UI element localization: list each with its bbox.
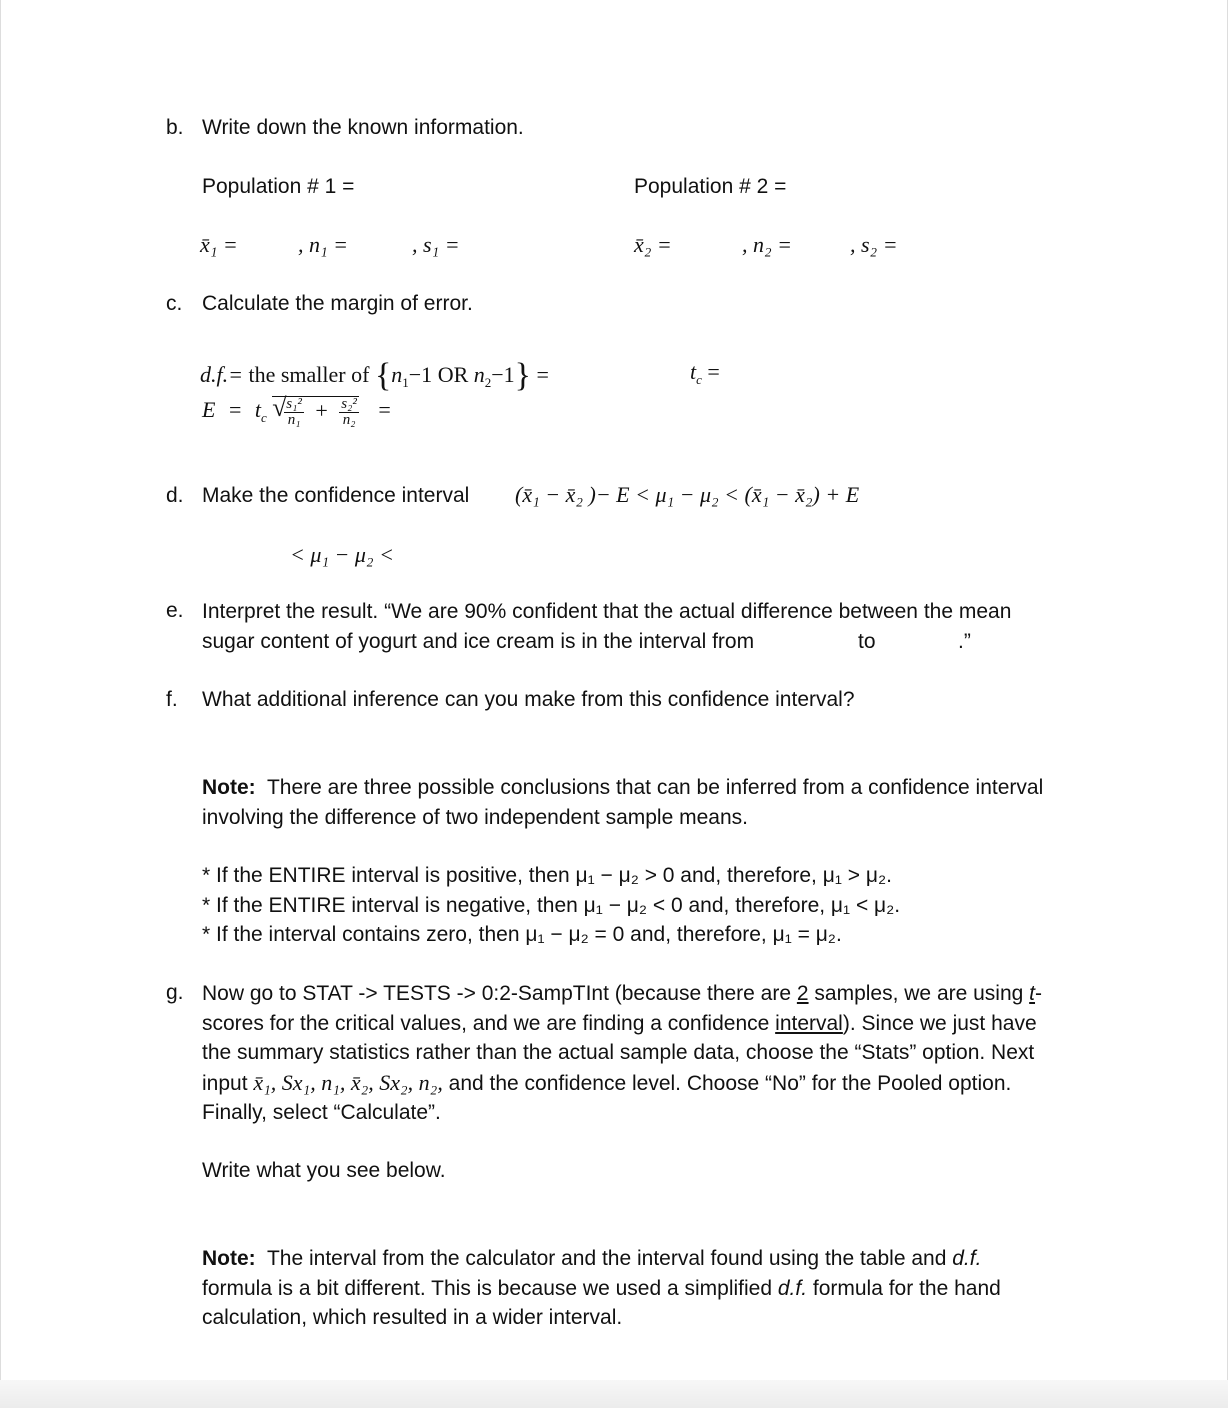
conclusion-positive: * If the ENTIRE interval is positive, then μ₁ − μ₂ > 0 and, therefore, μ₁ > μ₂. xyxy=(202,864,892,887)
s2-field: , s₂ = xyxy=(850,232,898,257)
g-l2-underline: interval xyxy=(775,1011,843,1035)
x2-bar-field: x̄₂ = xyxy=(634,232,672,257)
blank-interval: < μ₁ − μ₂ < xyxy=(290,542,394,567)
e-equals: = xyxy=(228,397,242,423)
g-l2-b: ). Since we just have xyxy=(842,1011,1037,1035)
n2-field: , n₂ = xyxy=(742,232,792,257)
g-l1-b: samples, we are using xyxy=(808,982,1030,1005)
e-result-equals: = xyxy=(378,397,391,423)
g-line-5: Finally, select “Calculate”. xyxy=(202,1101,441,1124)
g-note-l2-df: d.f. xyxy=(777,1276,808,1300)
df-text: the smaller of xyxy=(248,362,370,387)
e-line-2-end: .” xyxy=(958,629,971,653)
df-minus-1a: −1 xyxy=(408,362,433,387)
frac1-numerator: s₁² xyxy=(286,396,302,412)
e-line-1: Interpret the result. “We are 90% confident that the actual difference between the mean xyxy=(202,600,1012,623)
g-l4-a: input xyxy=(202,1071,254,1095)
f-note-line-2: involving the difference of two independent sample means. xyxy=(202,805,748,829)
df-minus-1b: −1 xyxy=(491,362,515,387)
g-note-line-3: calculation, which resulted in a wider interval. xyxy=(202,1306,623,1329)
g-l1-c: - xyxy=(1035,982,1043,1005)
e-tc: t xyxy=(254,397,261,423)
population-1-label: Population # 1 = xyxy=(202,175,355,198)
s1-field: , s₁ = xyxy=(412,232,460,257)
x1-bar-field: x̄₁ = xyxy=(200,232,238,257)
g-note-l1-a: The interval from the calculator and the interval found using the table and xyxy=(266,1247,953,1270)
write-below-prompt: Write what you see below. xyxy=(202,1159,446,1182)
tc-equals: = xyxy=(707,359,720,384)
e-tc-sub: c xyxy=(261,410,267,426)
g-line-4 xyxy=(202,1068,1122,1099)
conclusion-negative: * If the ENTIRE interval is negative, then μ₁ − μ₂ < 0 and, therefore, μ₁ < μ₂. xyxy=(202,893,901,917)
g-note-l2-a: formula is a bit different. This is because we used a simplified xyxy=(202,1276,778,1300)
confidence-interval-formula: (x̄₁ − x̄₂ )− E < μ₁ − μ₂ < (x̄₁ − x̄₂) + E xyxy=(515,482,860,507)
g-note-label: Note: xyxy=(202,1247,256,1270)
n1-field: , n₁ = xyxy=(298,232,348,257)
left-brace: { xyxy=(374,357,392,394)
g-l4-b: and the confidence level. Choose “No” for the Pooled option. xyxy=(442,1071,1012,1095)
df-n2: n xyxy=(473,362,485,387)
g-l4-math: x̄₁, Sx₁, n₁, x̄₂, Sx₂, n₂, xyxy=(253,1069,443,1095)
fraction-s2-n2 xyxy=(339,397,359,428)
page-bottom-edge xyxy=(0,1380,1228,1408)
g-note xyxy=(202,1244,1122,1333)
g-l1-underline: 2 xyxy=(796,982,809,1005)
g-l2-a: scores for the critical values, and we are finding a confidence xyxy=(202,1011,776,1035)
df-n1: n xyxy=(391,362,403,387)
e-line-2-to: to xyxy=(858,629,876,653)
conclusion-zero: * If the interval contains zero, then μ₁ − μ₂ = 0 and, therefore, μ₁ = μ₂. xyxy=(202,923,842,946)
df-equals: = xyxy=(536,362,549,387)
frac2-numerator: s₂² xyxy=(341,396,357,412)
f-note-text-1: There are three possible conclusions that can be inferred from a confidence interval xyxy=(266,776,1044,799)
section-f-letter: f. xyxy=(166,688,178,711)
frac2-denominator: n₂ xyxy=(342,412,356,428)
square-root xyxy=(272,393,359,428)
conclusion-list xyxy=(202,861,900,950)
tc-symbol: t xyxy=(690,359,697,384)
tc-field xyxy=(690,358,720,389)
section-b-heading: Write down the known information. xyxy=(202,116,524,139)
df-n1-sub: 1 xyxy=(402,375,409,390)
section-d-letter: d. xyxy=(166,484,184,507)
g-note-line-2 xyxy=(202,1274,1122,1304)
df-lhs: d.f.= xyxy=(200,362,243,387)
df-formula xyxy=(200,354,549,398)
g-line-2 xyxy=(202,1009,1122,1039)
g-line-3: the summary statistics rather than the actual sample data, choose the “Stats” option. Next xyxy=(202,1041,1035,1064)
margin-of-error-formula xyxy=(202,393,391,428)
population-2-label: Population # 2 = xyxy=(634,175,787,198)
e-lhs: E xyxy=(202,397,216,423)
section-c-heading: Calculate the margin of error. xyxy=(202,292,473,315)
section-e-letter: e. xyxy=(166,599,184,622)
fraction-s1-n1 xyxy=(284,397,304,428)
f-note xyxy=(202,773,1122,832)
e-line-2 xyxy=(202,627,1102,657)
section-e-text xyxy=(202,597,1102,656)
g-note-l2-b: formula for the hand xyxy=(807,1276,1001,1300)
df-or: OR xyxy=(437,362,469,387)
f-note-line-1 xyxy=(202,773,1122,803)
frac1-denominator: n₁ xyxy=(287,412,301,428)
section-g-text xyxy=(202,979,1122,1128)
plus-sign: + xyxy=(315,397,328,423)
section-f-question: What additional inference can you make from this confidence interval? xyxy=(202,688,855,711)
radical-sign: √ xyxy=(272,393,287,422)
tc-sub: c xyxy=(696,372,702,387)
right-brace: } xyxy=(514,357,531,394)
df-n2-sub: 2 xyxy=(484,375,492,390)
e-line-2-text: sugar content of yogurt and ice cream is in the interval from xyxy=(202,629,755,653)
section-c-letter: c. xyxy=(166,292,183,315)
g-line-1 xyxy=(202,979,1122,1009)
g-l1-a: Now go to STAT -> TESTS -> 0:2-SampTInt (because there are xyxy=(202,982,797,1005)
section-g-letter: g. xyxy=(166,981,184,1004)
g-l1-t: t xyxy=(1029,982,1036,1005)
section-b-letter: b. xyxy=(166,116,184,139)
f-note-label: Note: xyxy=(202,776,256,799)
g-note-line-1 xyxy=(202,1244,1122,1274)
g-note-l1-df: d.f. xyxy=(952,1247,982,1270)
section-d-heading: Make the confidence interval xyxy=(202,484,470,507)
